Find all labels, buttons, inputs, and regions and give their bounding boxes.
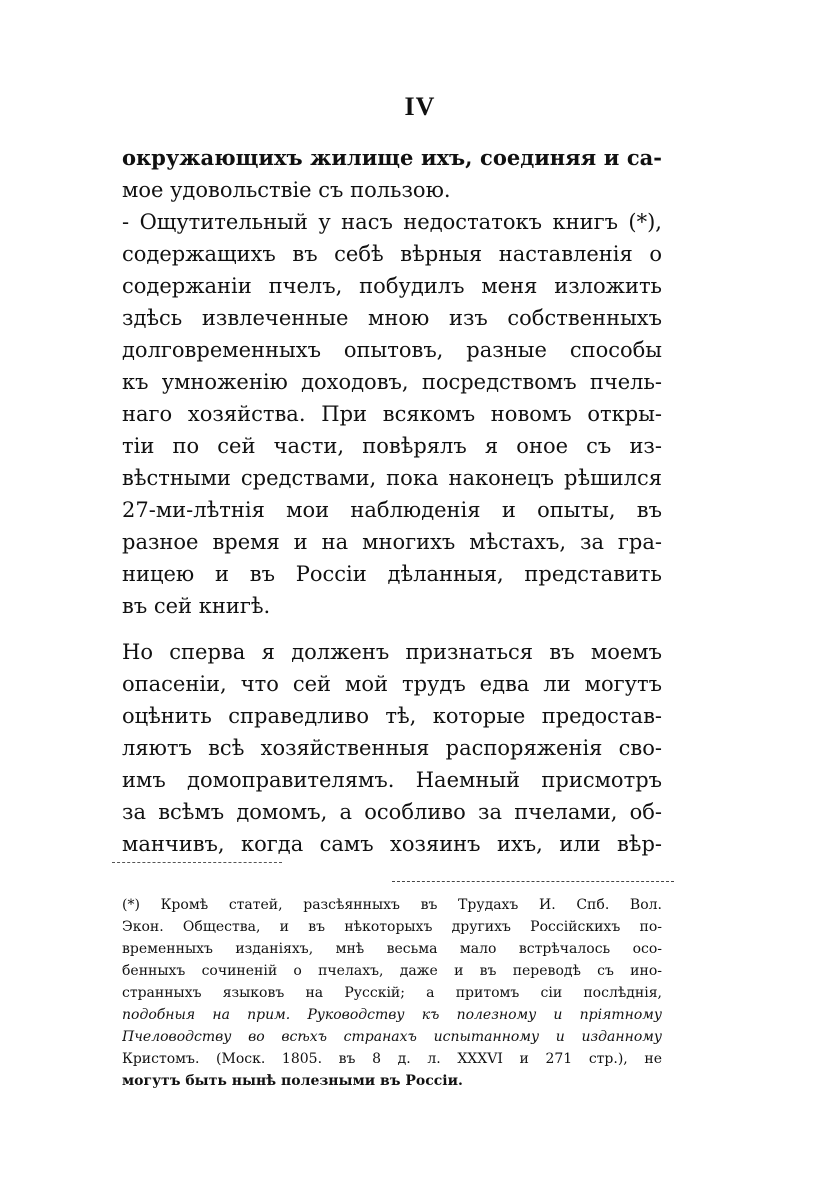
footnote-line: (*) Кромѣ статей, разсѣянныхъ въ Трудахъ И. Спб. Вол.: [122, 897, 662, 913]
text-line: содержаніи пчелъ, побудилъ меня изложить: [122, 274, 662, 298]
text-line: Но сперва я долженъ признаться въ моемъ: [122, 640, 662, 664]
page-number: IV: [404, 92, 436, 121]
footnote-line: временныхъ изданіяхъ, мнѣ весьма мало встрѣчалось осо-: [122, 941, 662, 957]
text-line: окружающихъ жилище ихъ, соединяя и са-: [122, 145, 662, 170]
text-line: ницею и въ Россіи дѣланныя, представить: [122, 562, 662, 586]
text-line: - Ощутительный у насъ недостатокъ книгъ (*),: [122, 210, 662, 234]
footnote-line: бенныхъ сочиненій о пчелахъ, даже и въ переводѣ съ ино-: [122, 963, 662, 979]
footnote-line: могутъ быть нынѣ полезными въ Россіи.: [122, 1073, 463, 1089]
text-line: ляютъ всѣ хозяйственныя распоряженія сво-: [122, 736, 662, 760]
text-line: вѣстными средствами, пока наконецъ рѣшился: [122, 466, 662, 490]
footnote-line: Пчеловодству во всѣхъ странахъ испытанному и изданному: [122, 1029, 662, 1045]
text-line: опасеніи, что сей мой трудъ едва ли могутъ: [122, 672, 662, 696]
text-line: тіи по сей части, повѣрялъ я оное съ из-: [122, 434, 662, 458]
text-line: въ сей книгѣ.: [122, 594, 271, 618]
footnote: [122, 894, 662, 1092]
paragraph-gap: [122, 622, 662, 636]
text-line: 27-ми-лѣтнія мои наблюденія и опыты, въ: [122, 498, 662, 522]
text-line: оцѣнить справедливо тѣ, которые предостав-: [122, 704, 662, 728]
text-line: за всѣмъ домомъ, а особливо за пчелами, об-: [122, 800, 662, 824]
footnote-divider: [112, 862, 282, 863]
text-line: наго хозяйства. При всякомъ новомъ откры-: [122, 402, 662, 426]
text-line: здѣсь извлеченные мною изъ собственныхъ: [122, 306, 662, 330]
footnote-divider: [392, 881, 674, 882]
text-line: разное время и на многихъ мѣстахъ, за гра-: [122, 530, 662, 554]
footnote-line: подобныя на прим. Руководству къ полезному и пріятному: [122, 1007, 662, 1023]
text-line: имъ домоправителямъ. Наемный присмотръ: [122, 768, 662, 792]
body-text: [122, 142, 662, 860]
text-line: къ умноженію доходовъ, посредствомъ пчель-: [122, 370, 662, 394]
text-line: долговременныхъ опытовъ, разные способы: [122, 338, 662, 362]
footnote-line: Кристомъ. (Моск. 1805. въ 8 д. л. XXXVI и 271 стр.), не: [122, 1051, 662, 1067]
footnote-line: Экон. Общества, и въ нѣкоторыхъ другихъ Россійскихъ по-: [122, 919, 662, 935]
text-line: мое удовольствіе съ пользою.: [122, 178, 451, 202]
text-line: манчивъ, когда самъ хозяинъ ихъ, или вѣр-: [122, 832, 662, 856]
text-line: содержащихъ въ себѣ вѣрныя наставленія о: [122, 242, 662, 266]
footnote-line: странныхъ языковъ на Русскій; а притомъ сіи послѣднія,: [122, 985, 662, 1001]
